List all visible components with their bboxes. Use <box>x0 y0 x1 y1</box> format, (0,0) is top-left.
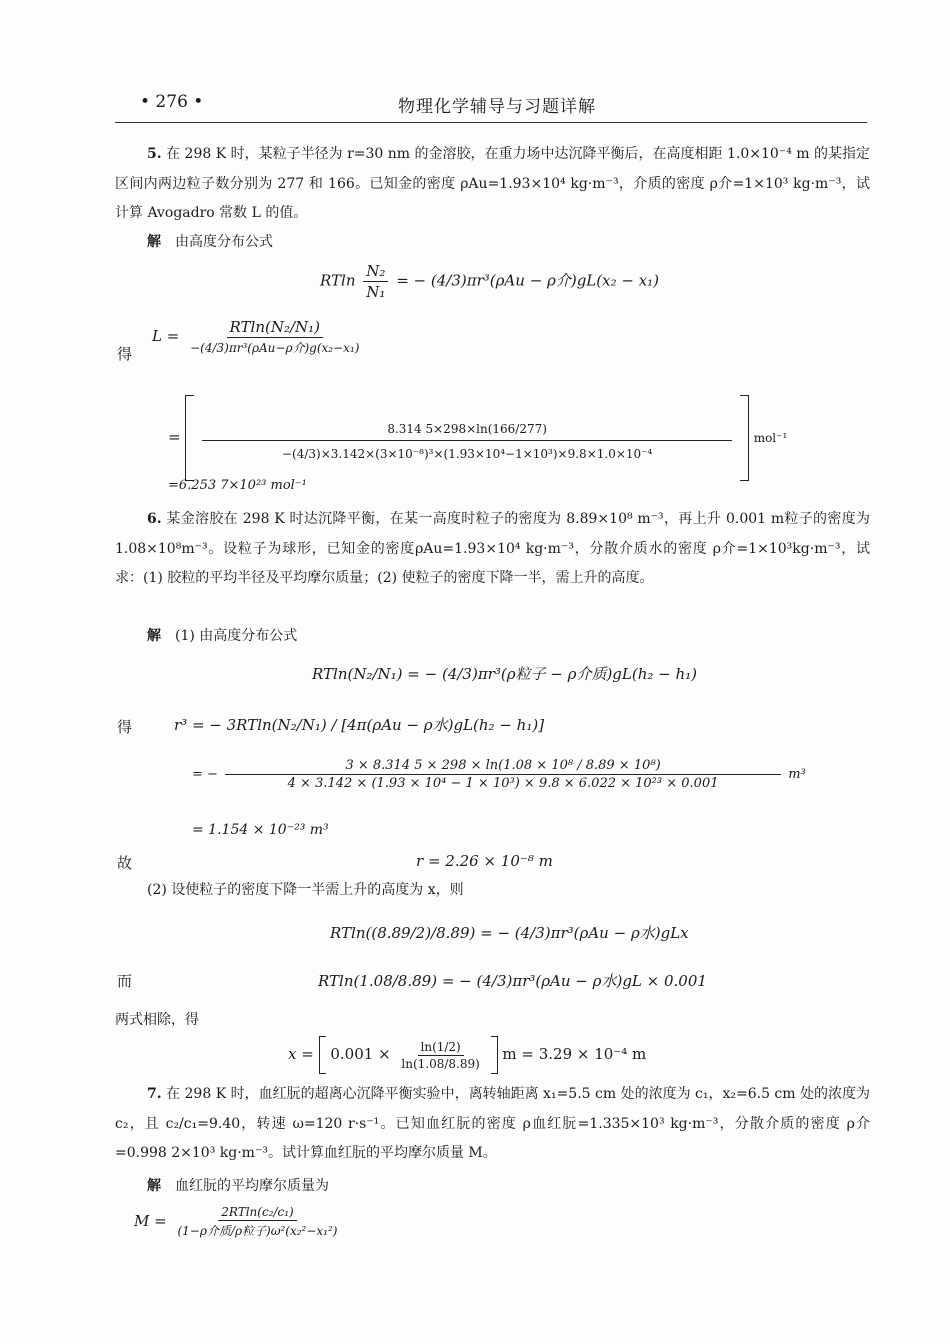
header-rule <box>115 122 867 123</box>
label-gu: 故 <box>117 854 133 872</box>
solution-5-text: 由高度分布公式 <box>175 234 273 250</box>
eq-6-8-right-bracket <box>491 1036 498 1074</box>
eq-6-6: RTln((8.89/2)/8.89) = − (4/3)πr³(ρAu − ρ水)gLx <box>330 924 689 942</box>
eq-6-2: r³ = − 3RTln(N₂/N₁) / [4π(ρAu − ρ水)gL(h₂ − h₁)] <box>174 716 545 734</box>
problem-7-number: 7. <box>147 1086 162 1102</box>
eq-5-1-den: N₁ <box>366 283 386 301</box>
eq-6-8-den: ln(1.08/8.89) <box>401 1056 480 1071</box>
eq-5-2 <box>152 318 365 356</box>
problem-5-number: 5. <box>147 146 162 162</box>
label-er: 而 <box>117 972 133 990</box>
solution-6-label: 解 <box>147 628 161 644</box>
eq-6-8-rhs: m = 3.29 × 10⁻⁴ m <box>502 1045 647 1063</box>
eq-7-1-den: (1−ρ介质/ρ粒子)ω²(x₂²−x₁²) <box>177 1224 338 1238</box>
eq-5-1 <box>320 262 659 301</box>
solution-6-intro <box>115 622 870 652</box>
eq-6-5: r = 2.26 × 10⁻⁸ m <box>416 852 553 870</box>
eq-5-3-unit: mol⁻¹ <box>753 431 788 445</box>
eq-5-3-num: 8.314 5×298×ln(166/277) <box>202 416 732 441</box>
eq-6-8-left-bracket <box>319 1036 326 1074</box>
eq-6-8 <box>288 1036 646 1074</box>
problem-6-number: 6. <box>147 511 162 527</box>
eq-6-3-unit: m³ <box>788 767 806 782</box>
eq-6-3-num: 3 × 8.314 5 × 298 × ln(1.08 × 10⁸ / 8.89 × 10⁸) <box>225 758 781 775</box>
eq-6-4: = 1.154 × 10⁻²³ m³ <box>192 822 329 838</box>
eq-5-1-rhs: = − (4/3)πr³(ρAu − ρ介)gL(x₂ − x₁) <box>396 271 660 290</box>
eq-5-result: =6.253 7×10²³ mol⁻¹ <box>168 478 307 493</box>
label-de-6: 得 <box>117 718 133 736</box>
eq-6-8-num: ln(1/2) <box>418 1040 464 1056</box>
problem-7 <box>115 1080 870 1169</box>
divide-label: 两式相除，得 <box>115 1012 199 1028</box>
eq-6-8-inner: 0.001 × <box>330 1045 391 1063</box>
label-de-5: 得 <box>117 345 133 363</box>
problem-6-text: 某金溶胶在 298 K 时达沉降平衡，在某一高度时粒子的密度为 8.89×10⁸ m⁻³，再上升 0.001 m粒子的密度为1.08×10⁸m⁻³。设粒子为球形，已知金的密度ρAu=1.93×10⁴ kg·m⁻³，分散介质水的密度 ρ介=1×10³kg·m⁻³，试求：(1) 胶粒的平均半径及平均摩尔质量；(2) 使粒子的密度下降一半，需上升的高度。 <box>115 511 871 586</box>
right-bracket <box>740 395 749 481</box>
eq-7-1 <box>134 1205 343 1239</box>
solution-6-part2-text: (2) 设使粒子的密度下降一半需上升的高度为 x，则 <box>147 882 464 898</box>
solution-7-intro <box>115 1172 870 1202</box>
eq-5-2-lhs: L = <box>152 327 180 345</box>
problem-5 <box>115 140 870 229</box>
solution-5-intro <box>115 228 870 258</box>
eq-5-1-lhs: RTln <box>320 271 356 290</box>
solution-6-part2 <box>115 876 870 906</box>
problem-6 <box>115 505 870 594</box>
eq-6-3: = − 3 × 8.314 5 × 298 × ln(1.08 × 10⁸ / 8.89 × 10⁸) 4 × 3.142 × (1.93 × 10⁴ − 1 × 10³) × 9.8 × 6.022 × 10²³ × 0.001 m³ <box>192 758 806 791</box>
solution-6-text: (1) 由高度分布公式 <box>175 628 298 644</box>
eq-7-1-lhs: M = <box>134 1212 167 1230</box>
page-number: • 276 • <box>140 92 204 112</box>
eq-5-3: = $\frac{8.314 5\times 298\times\ln(166/277)}{\text{−(4/3)×3.142×(3×10⁻⁸)³×(1.93×10⁴−1×10³)×9.8×1.0×10⁻⁴}}$ mol⁻¹ <box>168 395 787 481</box>
book-title: 物理化学辅导与习题详解 <box>398 97 596 117</box>
solution-5-label: 解 <box>147 234 161 250</box>
left-bracket <box>185 395 194 481</box>
eq-6-8-lhs: x = <box>288 1045 314 1063</box>
eq-5-2-den: −(4/3)πr³(ρAu−ρ介)g(x₂−x₁) <box>190 341 360 355</box>
solution-7-label: 解 <box>147 1178 161 1194</box>
problem-5-text: 在 298 K 时，某粒子半径为 r=30 nm 的金溶胶，在重力场中达沉降平衡后，在高度相距 1.0×10⁻⁴ m 的某指定区间内两边粒子数分别为 277 和 166。已知金的密度 ρAu=1.93×10⁴ kg·m⁻³，介质的密度 ρ介=1×10³ kg·m⁻³，试计算 Avogadro 常数 L 的值。 <box>115 146 870 221</box>
eq-6-3-den: 4 × 3.142 × (1.93 × 10⁴ − 1 × 10³) × 9.8 × 6.022 × 10²³ × 0.001 <box>287 776 719 791</box>
divide-text <box>115 1006 870 1036</box>
eq-5-2-num: RTln(N₂/N₁) <box>227 318 324 338</box>
eq-5-1-num: N₂ <box>363 262 388 282</box>
eq-5-3-den: −(4/3)×3.142×(3×10⁻⁸)³×(1.93×10⁴−1×10³)×9.8×1.0×10⁻⁴ <box>281 446 653 461</box>
eq-6-7: RTln(1.08/8.89) = − (4/3)πr³(ρAu − ρ水)gL × 0.001 <box>318 972 707 990</box>
solution-7-text: 血红朊的平均摩尔质量为 <box>175 1178 329 1194</box>
problem-7-text: 在 298 K 时，血红朊的超离心沉降平衡实验中，离转轴距离 x₁=5.5 cm 处的浓度为 c₁，x₂=6.5 cm 处的浓度为 c₂，且 c₂/c₁=9.40，转速 ω=120 r·s⁻¹。已知血红朊的密度 ρ血红朊=1.335×10³ kg·m⁻³，分散介质的密度 ρ介=0.998 2×10³ kg·m⁻³。试计算血红朊的平均摩尔质量 M。 <box>115 1086 870 1161</box>
eq-6-1: RTln(N₂/N₁) = − (4/3)πr³(ρ粒子 − ρ介质)gL(h₂ − h₁) <box>312 665 698 683</box>
eq-7-1-num: 2RTln(c₂/c₁) <box>218 1205 297 1221</box>
